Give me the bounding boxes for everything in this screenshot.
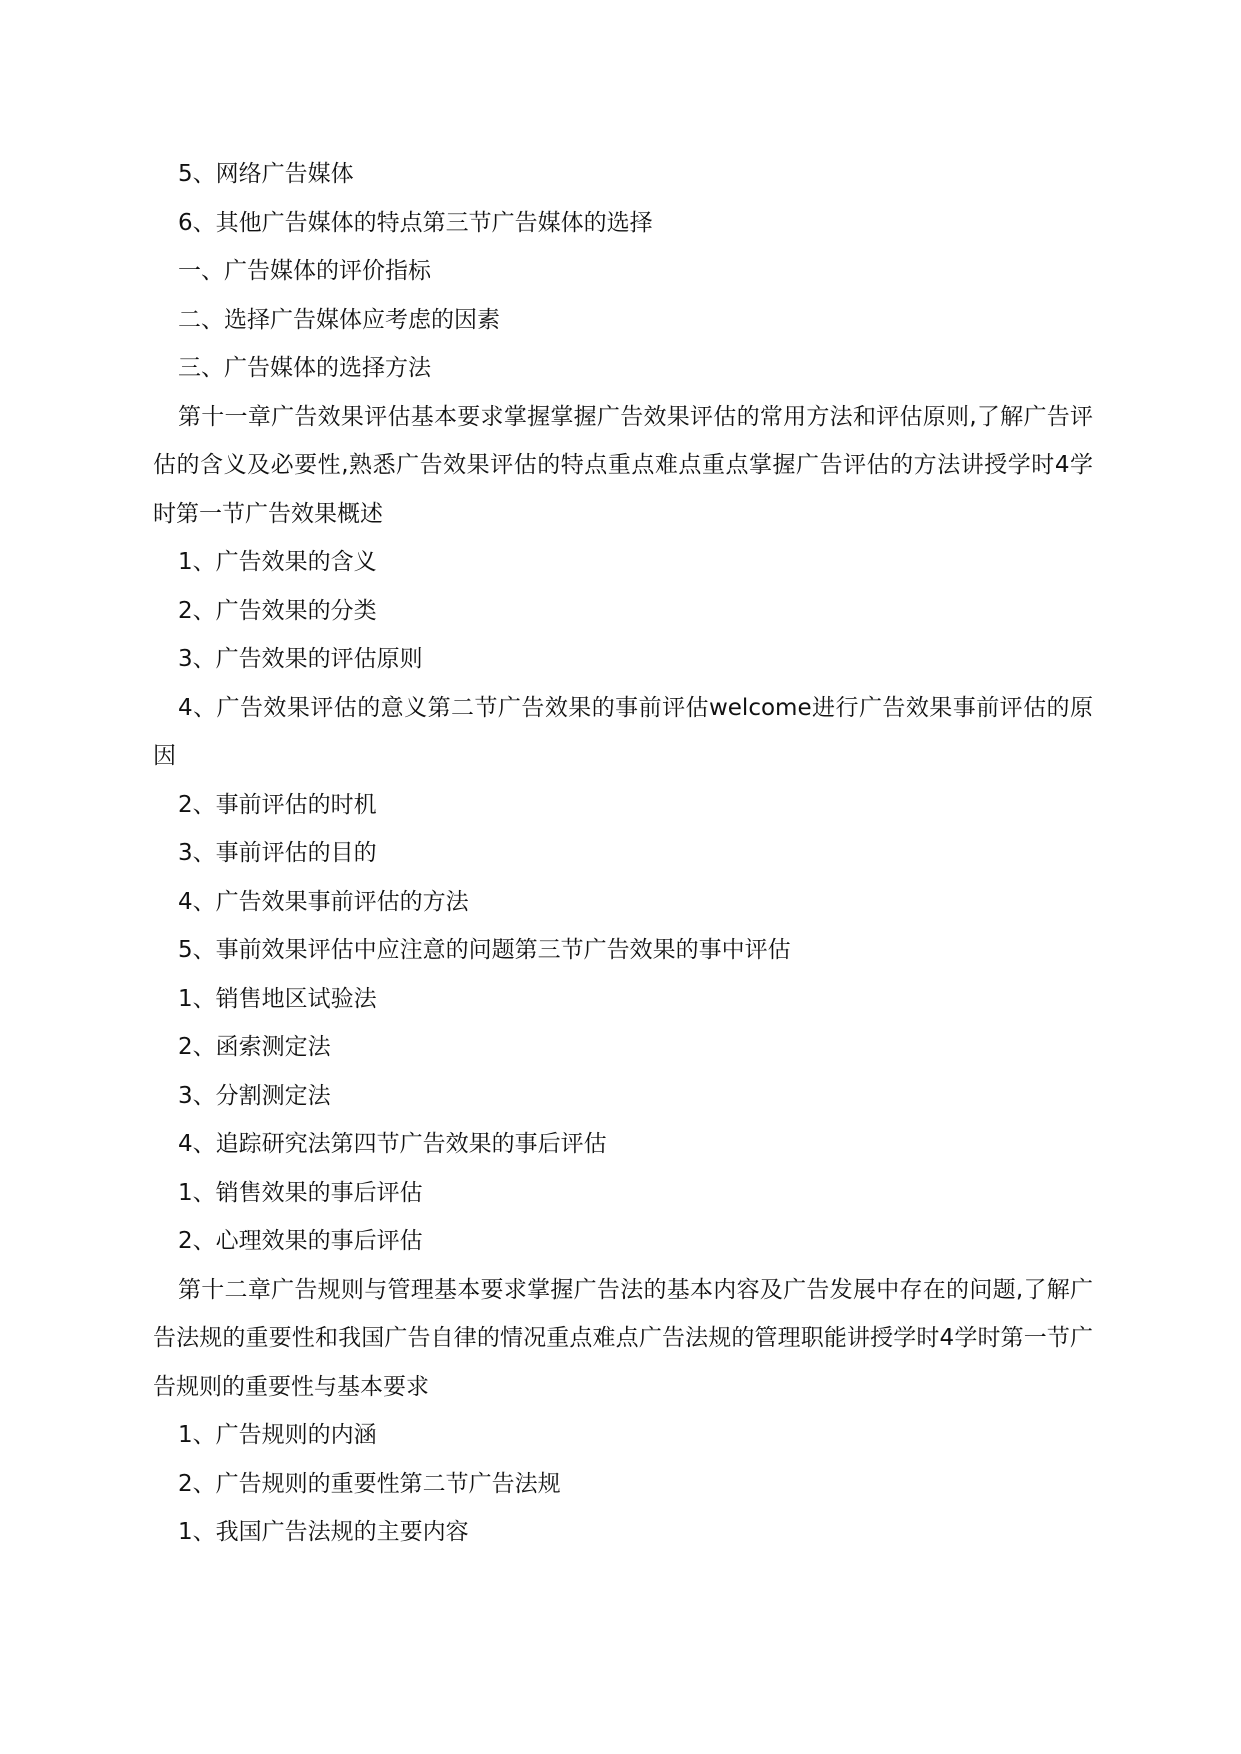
paragraph: 1、广告规则的内涵	[178, 1422, 377, 1448]
paragraph: 3、分割测定法	[178, 1082, 331, 1109]
paragraph: 一、广告媒体的评价指标	[178, 258, 431, 284]
paragraph: 4、追踪研究法第四节广告效果的事后评估	[178, 1131, 607, 1157]
paragraph: 二、选择广告媒体应考虑的因素	[178, 306, 500, 333]
document-body	[153, 150, 1093, 1557]
paragraph: 2、广告效果的分类	[178, 597, 377, 624]
chapter-paragraph: 第十一章广告效果评估基本要求掌握掌握广告效果评估的常用方法和评估原则,了解广告评估的含义及必要性,熟悉广告效果评估的特点重点难点重点掌握广告评估的方法讲授学时4学时第一节广告效果概述	[153, 403, 1093, 527]
paragraph: 6、其他广告媒体的特点第三节广告媒体的选择	[178, 209, 653, 236]
paragraph: 1、销售地区试验法	[178, 985, 377, 1012]
paragraph: 5、网络广告媒体	[178, 161, 354, 187]
chapter-paragraph: 第十二章广告规则与管理基本要求掌握广告法的基本内容及广告发展中存在的问题,了解广告法规的重要性和我国广告自律的情况重点难点广告法规的管理职能讲授学时4学时第一节广告规则的重要性与基本要求	[153, 1276, 1093, 1400]
paragraph: 2、广告规则的重要性第二节广告法规	[178, 1470, 561, 1497]
paragraph: 3、事前评估的目的	[178, 840, 377, 866]
paragraph: 1、我国广告法规的主要内容	[178, 1519, 469, 1545]
paragraph: 三、广告媒体的选择方法	[178, 355, 431, 381]
paragraph: 1、销售效果的事后评估	[178, 1179, 423, 1206]
paragraph: 5、事前效果评估中应注意的问题第三节广告效果的事中评估	[178, 937, 791, 963]
paragraph: 2、心理效果的事后评估	[178, 1228, 423, 1254]
paragraph: 4、广告效果事前评估的方法	[178, 888, 469, 915]
paragraph: 2、函索测定法	[178, 1034, 331, 1060]
paragraph: 1、广告效果的含义	[178, 549, 377, 575]
paragraph: 4、广告效果评估的意义第二节广告效果的事前评估welcome进行广告效果事前评估的原因	[153, 694, 1093, 769]
paragraph: 2、事前评估的时机	[178, 791, 377, 818]
paragraph: 3、广告效果的评估原则	[178, 646, 423, 672]
